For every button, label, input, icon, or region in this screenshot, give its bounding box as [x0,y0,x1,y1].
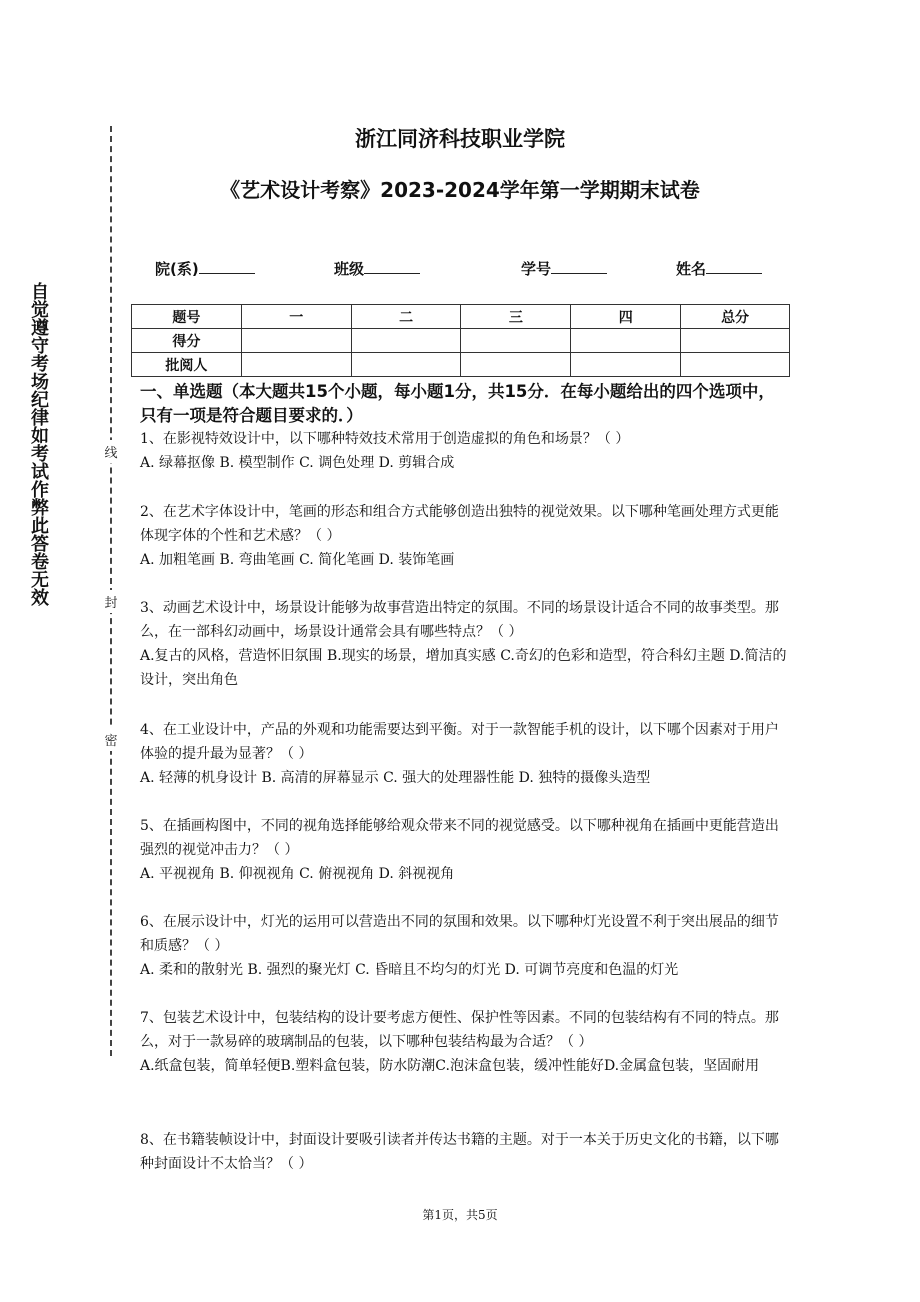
question-7 [140,1006,790,1078]
table-header-cell: 二 [351,305,461,329]
score-cell[interactable] [461,329,571,353]
question-3 [140,596,790,692]
question-options: A. 平视视角 B. 仰视视角 C. 俯视视角 D. 斜视视角 [140,866,455,882]
school-name: 浙江同济科技职业学院 [355,127,565,151]
question-2 [140,500,790,572]
question-options: A. 柔和的散射光 B. 强烈的聚光灯 C. 昏暗且不均匀的灯光 D. 可调节亮度和色温的灯光 [140,962,679,978]
name-blank[interactable] [706,259,762,274]
question-options: A. 绿幕抠像 B. 模型制作 C. 调色处理 D. 剪辑合成 [140,455,455,471]
info-label: 学号 [521,260,552,278]
table-header-cell: 总分 [681,305,790,329]
score-table [131,304,790,377]
student-id-blank[interactable] [551,259,607,274]
question-stem: 7、包装艺术设计中，包装结构的设计要考虑方便性、保护性等因素。不同的包装结构有不同的特点。那么，对于一款易碎的玻璃制品的包装，以下哪种包装结构最为合适？（ ） [140,1010,779,1050]
question-6 [140,910,790,982]
score-cell[interactable] [681,329,790,353]
info-label: 姓名 [676,260,707,278]
question-1 [140,427,790,475]
score-cell[interactable] [571,329,681,353]
info-class [334,258,420,279]
score-cell[interactable] [351,329,461,353]
table-header-cell: 三 [461,305,571,329]
exam-title: 《艺术设计考察》2023-2024学年第一学期期末试卷 [220,178,700,202]
reviewer-cell[interactable] [241,353,351,377]
question-stem: 2、在艺术字体设计中，笔画的形态和组合方式能够创造出独特的视觉效果。以下哪种笔画处理方式更能体现字体的个性和艺术感？（ ） [140,504,779,544]
row-label-cell: 得分 [132,329,242,353]
department-blank[interactable] [199,259,255,274]
info-student-id [521,258,607,279]
info-label: 院(系) [155,260,199,278]
question-stem: 8、在书籍装帧设计中，封面设计要吸引读者并传达书籍的主题。对于一本关于历史文化的书籍，以下哪种封面设计不太恰当？（ ） [140,1132,779,1172]
reviewer-cell[interactable] [461,353,571,377]
table-header-cell: 一 [241,305,351,329]
question-stem: 6、在展示设计中，灯光的运用可以营造出不同的氛围和效果。以下哪种灯光设置不利于突出展品的细节和质感？（ ） [140,914,779,954]
reviewer-cell[interactable] [571,353,681,377]
question-options: A.纸盒包装，简单轻便B.塑料盒包装，防水防潮C.泡沫盒包装，缓冲性能好D.金属盒包装，坚固耐用 [140,1058,760,1074]
page-footer: 第1页，共5页 [422,1208,498,1222]
score-table-row [132,353,790,377]
reviewer-cell[interactable] [681,353,790,377]
info-label: 班级 [334,260,365,278]
score-table-header-row [132,305,790,329]
question-options: A. 轻薄的机身设计 B. 高清的屏幕显示 C. 强大的处理器性能 D. 独特的摄像头造型 [140,770,651,786]
score-table-row [132,329,790,353]
info-name [676,258,762,279]
seal-mark-line: 线 [103,440,119,463]
question-5 [140,814,790,886]
info-department [155,258,255,279]
table-header-cell: 题号 [132,305,242,329]
seal-mark-secret: 密 [103,728,119,751]
row-label-cell: 批阅人 [132,353,242,377]
seal-mark-seal: 封 [103,590,119,613]
question-stem: 4、在工业设计中，产品的外观和功能需要达到平衡。对于一款智能手机的设计，以下哪个因素对于用户体验的提升最为显著？（ ） [140,722,779,762]
exam-discipline-note: 自觉遵守考场纪律如考试作弊此答卷无效 [28,282,49,606]
question-4 [140,718,790,790]
section-heading: 一、单选题（本大题共15个小题，每小题1分，共15分．在每小题给出的四个选项中，只有一项是符合题目要求的．） [140,382,775,425]
reviewer-cell[interactable] [351,353,461,377]
question-stem: 3、动画艺术设计中，场景设计能够为故事营造出特定的氛围。不同的场景设计适合不同的故事类型。那么，在一部科幻动画中，场景设计通常会具有哪些特点？（ ） [140,600,779,640]
question-options: A.复古的风格，营造怀旧氛围 B.现实的场景，增加真实感 C.奇幻的色彩和造型，符合科幻主题 D.简洁的设计，突出角色 [140,648,787,688]
class-blank[interactable] [364,259,420,274]
question-stem: 5、在插画构图中，不同的视角选择能够给观众带来不同的视觉感受。以下哪种视角在插画中更能营造出强烈的视觉冲击力？（ ） [140,818,779,858]
score-cell[interactable] [241,329,351,353]
question-8 [140,1128,790,1176]
table-header-cell: 四 [571,305,681,329]
question-options: A. 加粗笔画 B. 弯曲笔画 C. 简化笔画 D. 装饰笔画 [140,552,455,568]
question-stem: 1、在影视特效设计中，以下哪种特效技术常用于创造虚拟的角色和场景？（ ） [140,431,630,447]
